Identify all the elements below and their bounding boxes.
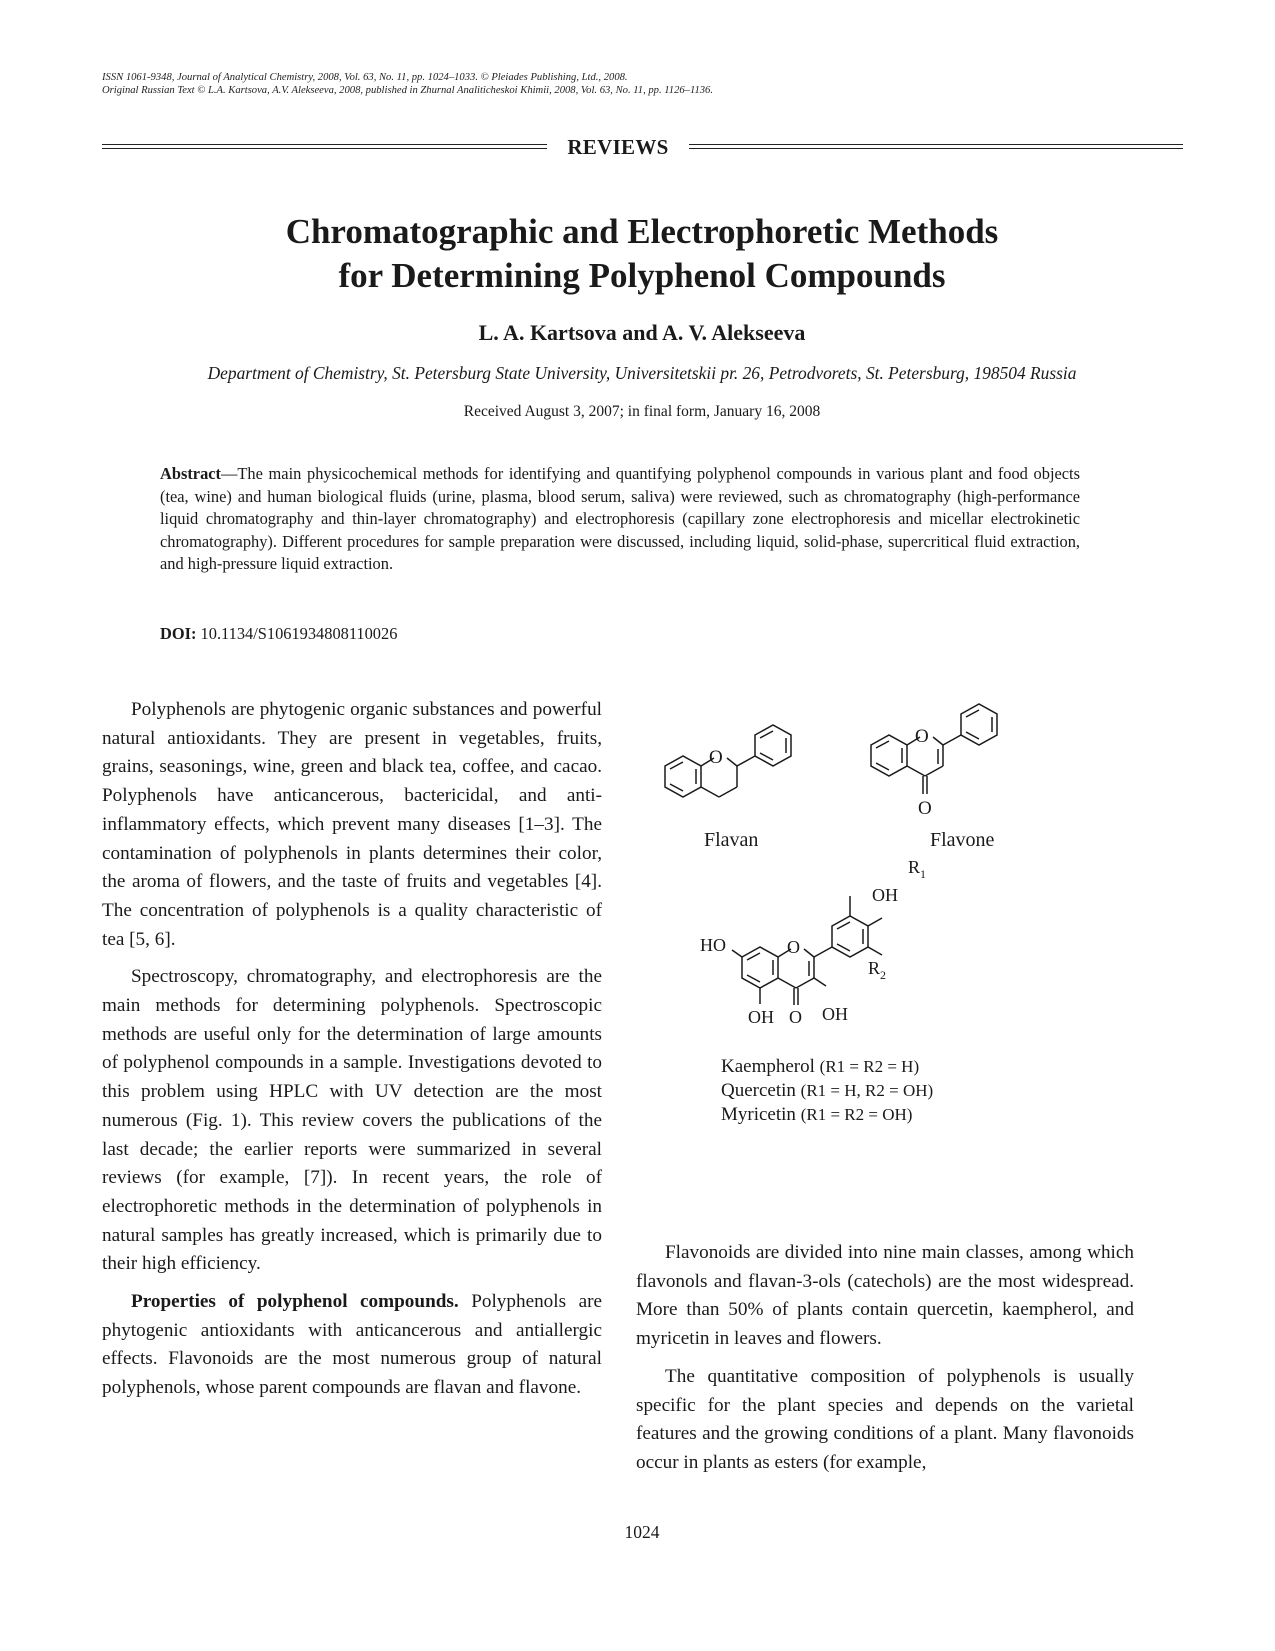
flavone-structure bbox=[871, 704, 997, 794]
received-dates: Received August 3, 2007; in final form, January 16, 2008 bbox=[463, 403, 821, 420]
r1-subscript: 1 bbox=[920, 867, 927, 881]
paragraph-intro: Polyphenols are phytogenic organic substances and powerful natural antioxidants. They are present in vegetables, fruits, grains, seasonings, wine, green and black tea, coffee, and cacao. Polyphenols have anticancerous, bactericidal, and anti-inflammatory effects, which prevent many diseases [1–3]. The contamination of polyphenols in plants determines their color, the aroma of flowers, and the taste of fruits and vegetables [4]. The concentration of polyphenols is a quality characteristic of tea [5, 6]. bbox=[102, 699, 602, 950]
r2-letter: R bbox=[868, 958, 881, 978]
flavan-ring-oxygen: O bbox=[709, 747, 723, 768]
double-rule-right bbox=[689, 144, 1183, 149]
flavonol-structure bbox=[732, 896, 882, 1005]
myricetin-caption bbox=[721, 1104, 912, 1125]
paragraph-methods: Spectroscopy, chromatography, and electrophoresis are the main methods for determining polyphenols. Spectroscopic methods are useful only for the determination of large amounts of polyphenol compounds in a sample. Investigations devoted to this problem using HPLC with UV detection are the most numerous (Fig. 1). This review covers the publications of the last decade; the earlier reports were summarized in several reviews (for example, [7]). In recent years, the role of electrophoretic methods in the determination of polyphenols in natural samples has greatly increased, which is primarily due to their high efficiency. bbox=[102, 966, 602, 1275]
oh-5: OH bbox=[748, 1007, 774, 1027]
flavan-structure bbox=[665, 725, 791, 797]
flavonol-ring-oxygen: O bbox=[787, 937, 800, 957]
properties-text: Polyphenols are phytogenic antioxidants with anticancerous and antiallergic effects. Flavonoids are the most numerous group of natural polyphenols, whose parent compounds are flavan and flavone. bbox=[102, 1291, 603, 1399]
page-number: 1024 bbox=[624, 1522, 660, 1542]
doi-label: DOI: bbox=[160, 624, 197, 643]
paragraph-composition: The quantitative composition of polyphenols is usually specific for the plant species and depends on the varietal features and the growing conditions of a plant. Many flavonoids occur in plants as esters (for example, bbox=[636, 1365, 1134, 1473]
flavonol-carbonyl-oxygen: O bbox=[789, 1007, 802, 1027]
quercetin-caption bbox=[721, 1080, 933, 1101]
myricetin-condition: (R1 = R2 = OH) bbox=[800, 1105, 913, 1124]
double-rule-left bbox=[102, 144, 547, 149]
doi bbox=[160, 623, 1060, 645]
original-text-line: Original Russian Text © L.A. Kartsova, A.V. Alekseeva, 2008, published in Zhurnal Analiticheskoi Khimii, 2008, Vol. 63, No. 11, pp. 1126–1136. bbox=[102, 85, 714, 96]
left-column bbox=[102, 696, 602, 1403]
oh-3: OH bbox=[822, 1004, 848, 1024]
quercetin-name: Quercetin bbox=[721, 1080, 796, 1101]
title-line-1: Chromatographic and Electrophoretic Methods bbox=[285, 212, 999, 251]
flavone-label: Flavone bbox=[930, 829, 995, 851]
right-column bbox=[636, 1239, 1134, 1478]
journal-header bbox=[102, 71, 1182, 97]
properties-heading: Properties of polyphenol compounds. bbox=[131, 1291, 459, 1313]
flavan-label: Flavan bbox=[704, 829, 759, 851]
flavone-carbonyl-oxygen: O bbox=[918, 798, 932, 819]
abstract-text: —The main physicochemical methods for identifying and quantifying polyphenol compounds in various plant and food objects (tea, wine) and human biological fluids (urine, plasma, blood serum, saliva) were reviewed, such as chromatography (high-performance liquid chromatography and thin-layer chromatography) and electrophoresis (capillary zone electrophoresis and micellar electrokinetic chromatography). Different procedures for sample preparation were discussed, including liquid, solid-phase, supercritical fluid extraction, and high-pressure liquid extraction. bbox=[160, 464, 1080, 574]
paragraph-flavonoid-classes: Flavonoids are divided into nine main classes, among which flavonols and flavan-3-ols (catechols) are the most widespread. More than 50% of plants contain quercetin, kaempherol, and myricetin in leaves and flowers. bbox=[636, 1242, 1134, 1350]
myricetin-name: Myricetin bbox=[721, 1104, 796, 1125]
r2-substituent bbox=[868, 958, 886, 982]
ho-7: HO bbox=[700, 935, 726, 955]
abstract bbox=[160, 463, 1080, 576]
paragraph-properties bbox=[102, 1288, 602, 1403]
article-title bbox=[102, 210, 1182, 298]
section-label: REVIEWS bbox=[567, 135, 669, 159]
abstract-label: Abstract bbox=[160, 464, 221, 483]
section-heading bbox=[102, 136, 1183, 160]
kaempherol-name: Kaempherol bbox=[721, 1056, 815, 1077]
quercetin-condition: (R1 = H, R2 = OH) bbox=[800, 1081, 934, 1100]
title-line-2: for Determining Polyphenol Compounds bbox=[338, 256, 946, 295]
r2-subscript: 2 bbox=[880, 968, 887, 982]
doi-value: 10.1134/S1061934808110026 bbox=[200, 624, 398, 643]
r1-substituent bbox=[908, 857, 926, 881]
structures-drawing bbox=[636, 690, 1134, 1210]
kaempherol-caption bbox=[721, 1056, 919, 1077]
journal-citation-line: ISSN 1061-9348, Journal of Analytical Chemistry, 2008, Vol. 63, No. 11, pp. 1024–1033. © Pleiades Publishing, Ltd., 2008. bbox=[102, 72, 628, 83]
flavone-ring-oxygen: O bbox=[915, 726, 929, 747]
r1-letter: R bbox=[908, 857, 921, 877]
kaempherol-condition: (R1 = R2 = H) bbox=[819, 1057, 920, 1076]
chemical-structures-figure bbox=[636, 690, 1134, 1210]
oh-4prime: OH bbox=[872, 885, 898, 905]
affiliation: Department of Chemistry, St. Petersburg State University, Universitetskii pr. 26, Petrodvorets, St. Petersburg, 198504 Russia bbox=[207, 363, 1077, 383]
authors: L. A. Kartsova and A. V. Alekseeva bbox=[478, 320, 806, 345]
